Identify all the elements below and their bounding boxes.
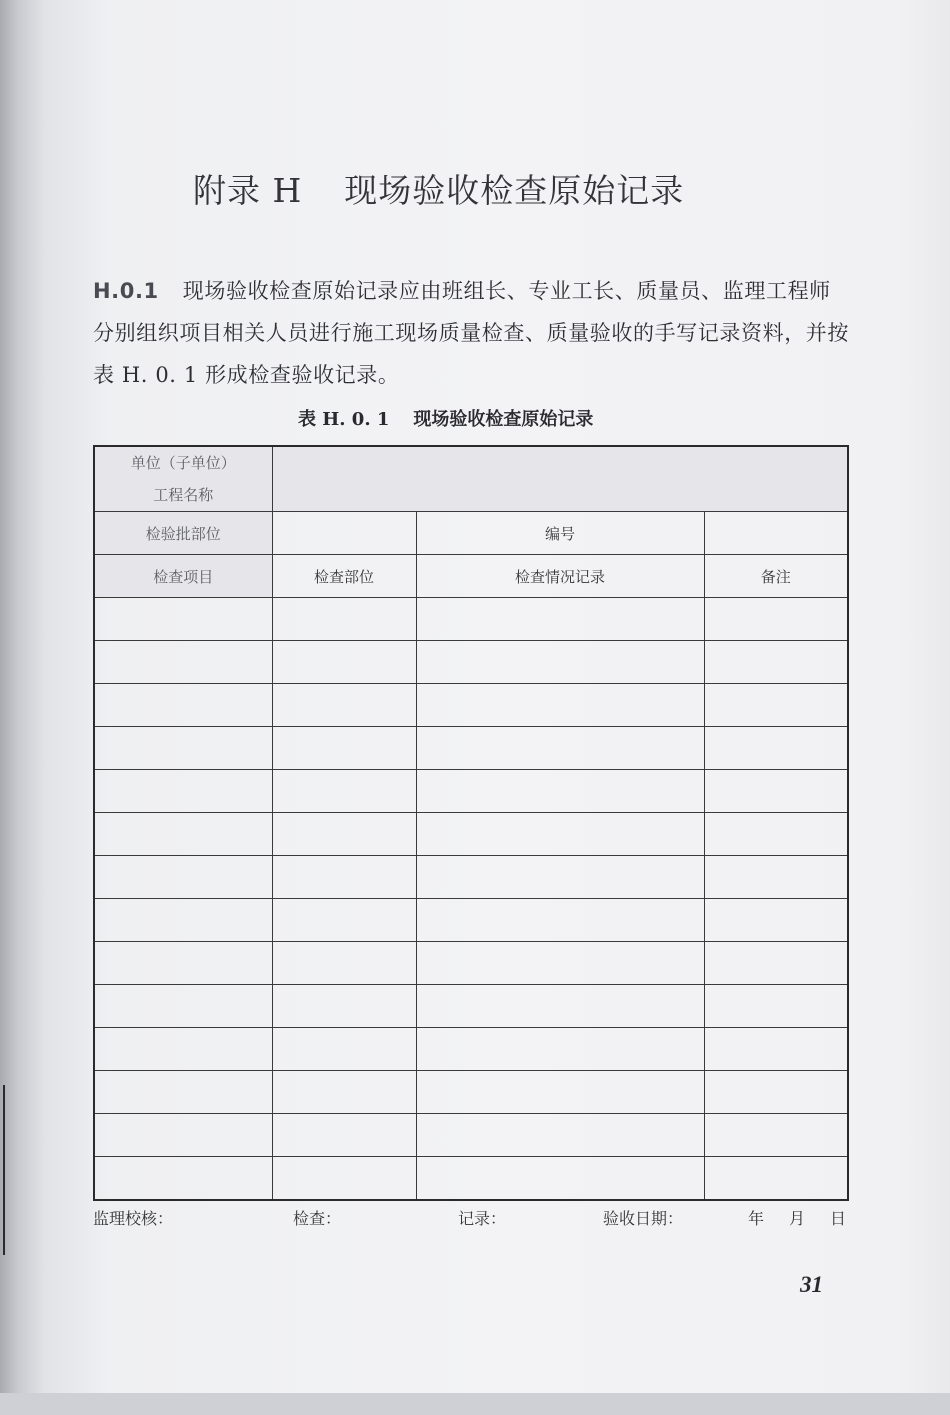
- signoff-line: [93, 1206, 853, 1234]
- number-value: [704, 512, 848, 555]
- table-row: [94, 1157, 848, 1201]
- table-row: [94, 770, 848, 813]
- table-row: [94, 598, 848, 641]
- table-row-batch: [94, 512, 848, 555]
- appendix-label: 附录 H: [193, 171, 303, 210]
- table-row: [94, 641, 848, 684]
- clause-text: 现场验收检查原始记录应由班组长、专业工长、质量员、监理工程师分别组织项目相关人员进行施工现场质量检查、质量验收的手写记录资料，并按表 H. 0. 1 形成检查验收记录。: [93, 279, 849, 387]
- unit-name-value: [272, 446, 848, 512]
- table-row: [94, 899, 848, 942]
- clause-paragraph: [93, 270, 851, 396]
- header-remarks: 备注: [704, 555, 848, 598]
- header-inspection-item: 检查项目: [94, 555, 272, 598]
- inspection-record-table: [93, 445, 849, 1201]
- table-header-row: [94, 555, 848, 598]
- table-row: [94, 1028, 848, 1071]
- date-month: 月: [789, 1209, 806, 1228]
- table-row: [94, 1071, 848, 1114]
- batch-location-label: 检验批部位: [94, 512, 272, 555]
- binding-line: [3, 1085, 5, 1255]
- table-caption-number: 表 H. 0. 1: [298, 409, 390, 430]
- table-row: [94, 985, 848, 1028]
- unit-name-label: 单位（子单位） 工程名称: [94, 446, 272, 512]
- appendix-title-text: 现场验收检查原始记录: [344, 171, 685, 210]
- header-inspection-record: 检查情况记录: [416, 555, 704, 598]
- table-row: [94, 1114, 848, 1157]
- supervisor-check-label: 监理校核：: [93, 1209, 174, 1228]
- table-row: [94, 727, 848, 770]
- record-label: 记录：: [458, 1209, 507, 1228]
- table-row: [94, 684, 848, 727]
- table-caption: [298, 405, 593, 431]
- page-number: 31: [800, 1272, 823, 1297]
- table-row: [94, 813, 848, 856]
- header-inspection-location: 检查部位: [272, 555, 416, 598]
- table-row: [94, 856, 848, 899]
- date-year: 年: [748, 1209, 765, 1228]
- inspect-label: 检查：: [293, 1209, 342, 1228]
- table-row-unit: [94, 446, 848, 512]
- table-row: [94, 942, 848, 985]
- table-caption-title: 现场验收检查原始记录: [413, 409, 594, 430]
- clause-number: H.0.1: [93, 279, 159, 303]
- number-label: 编号: [416, 512, 704, 555]
- date-day: 日: [830, 1209, 847, 1228]
- acceptance-date-label: 验收日期：: [603, 1209, 684, 1228]
- appendix-title: [193, 165, 793, 212]
- batch-location-value: [272, 512, 416, 555]
